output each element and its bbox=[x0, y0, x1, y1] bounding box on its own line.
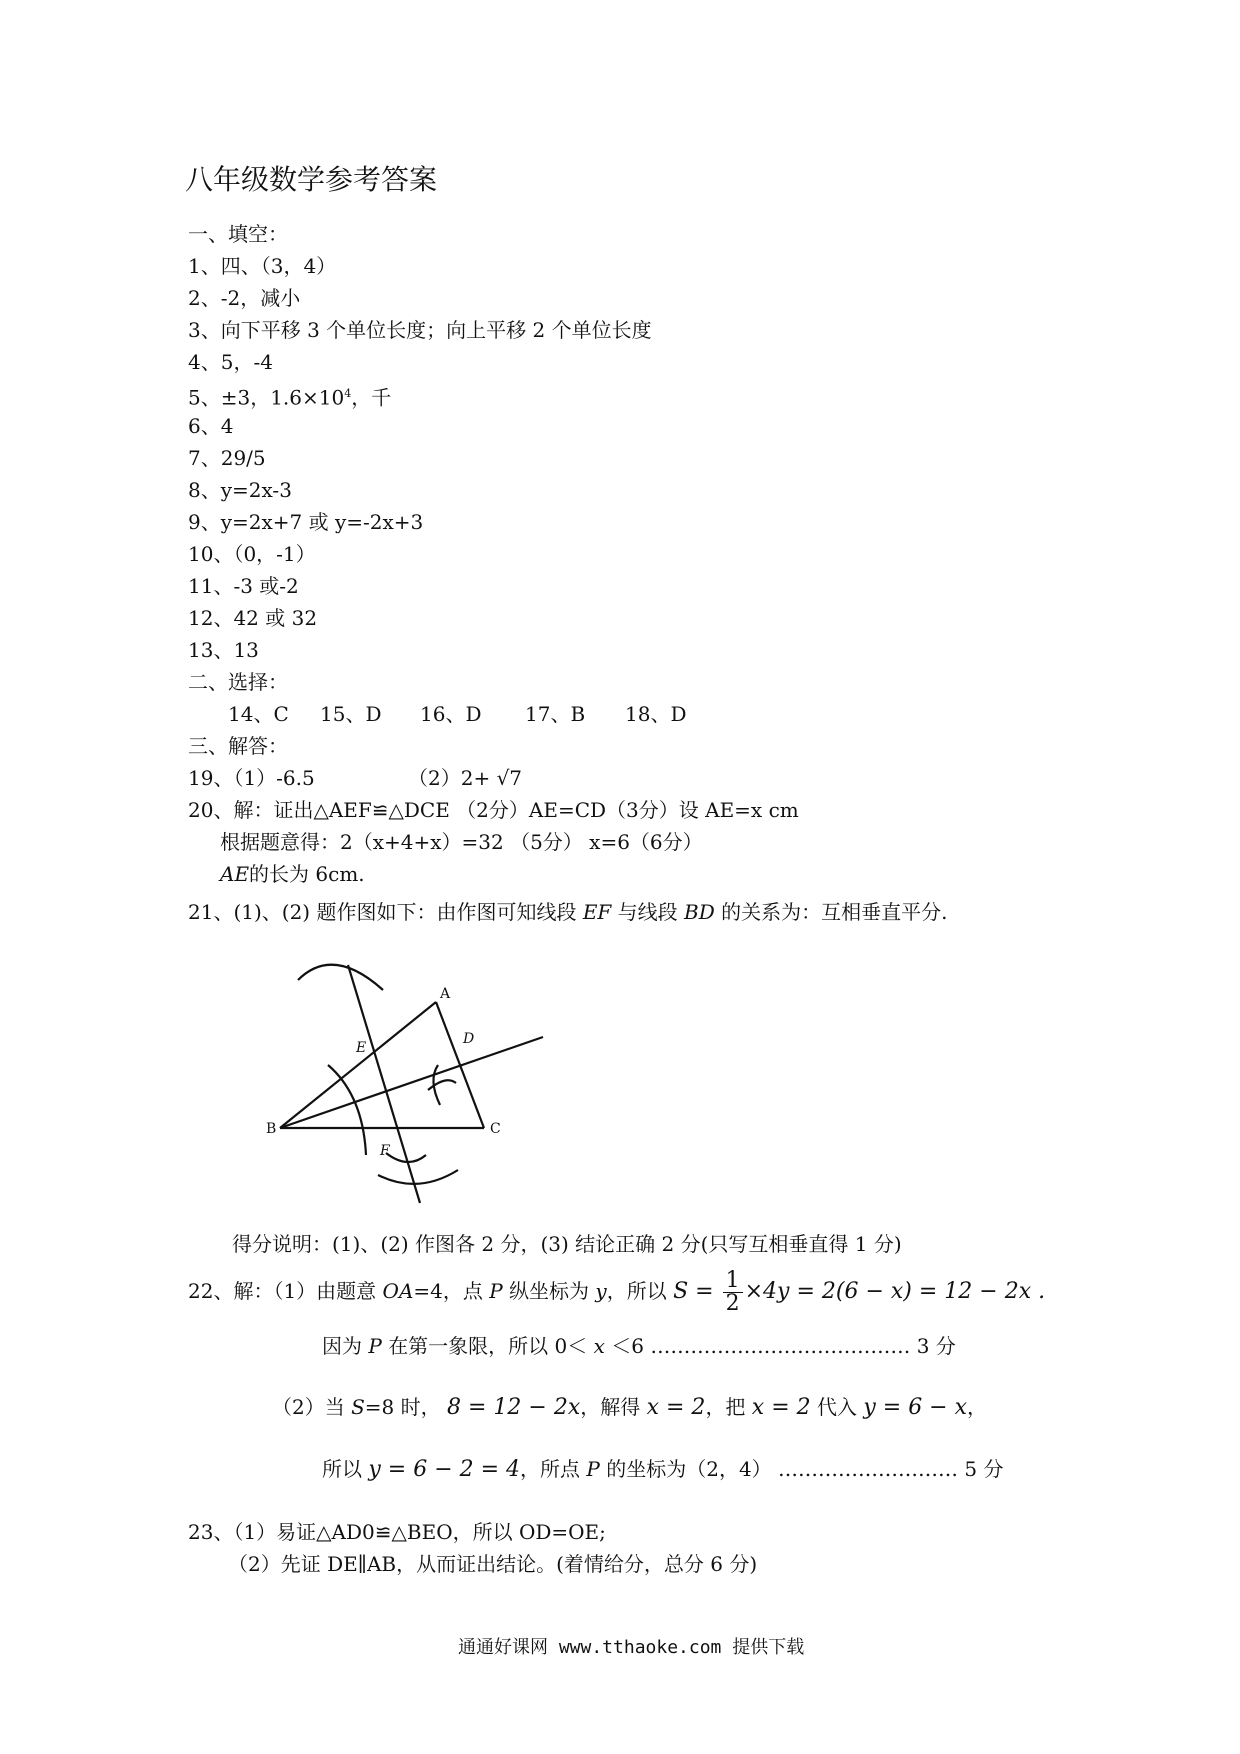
label-d: D bbox=[463, 1031, 475, 1047]
answer-line-10: 10、（0，-1） bbox=[188, 542, 316, 566]
arc-bottom bbox=[378, 1170, 458, 1184]
q22-var-p: P bbox=[489, 1279, 503, 1303]
q20-line3-text: 的长为 6cm. bbox=[249, 862, 365, 886]
q22-l2-text-c: 在第一象限，所以 0＜ bbox=[388, 1334, 588, 1358]
line-bd bbox=[280, 1037, 543, 1128]
arc-mid bbox=[428, 1080, 456, 1090]
q21-statement bbox=[188, 900, 947, 924]
answer-line-13: 13、13 bbox=[188, 638, 259, 662]
label-b: B bbox=[266, 1121, 277, 1137]
q23-line1: 23、（1）易证△AD0≌△BEO，所以 OD=OE; bbox=[188, 1520, 606, 1544]
q21-text-a: 21、(1)、(2) 题作图如下：由作图可知线段 bbox=[188, 900, 577, 924]
q20-var-ae: AE bbox=[220, 862, 250, 886]
q19-part1: 19、（1）-6.5 bbox=[188, 766, 315, 790]
q22-l3-expr1: 8 = 12 − 2x bbox=[447, 1395, 581, 1420]
q22-var-oa: OA bbox=[382, 1279, 414, 1303]
q22-l1-text-a: 22、解：（1）由题意 bbox=[188, 1279, 377, 1303]
label-f: F bbox=[380, 1143, 390, 1159]
q22-l4-expr: y = 6 − 2 = 4 bbox=[368, 1457, 521, 1482]
q19-part2: （2）2+ √7 bbox=[408, 766, 523, 790]
q22-l4-var-p: P bbox=[586, 1457, 600, 1481]
answer-5-suffix: ，千 bbox=[351, 385, 392, 410]
q22-line1: 22、解：（1）由题意 OA=4，点 P 纵坐标为 y，所以 S = $\frac{1}{2}$ ×4y = 2(6 − x) = 12 − 2x . bbox=[188, 1268, 1046, 1316]
q22-var-s: S bbox=[673, 1279, 689, 1304]
q22-line2 bbox=[322, 1334, 956, 1358]
q22-l2-text-e: ＜6 ………………………………… 3 分 bbox=[611, 1334, 956, 1358]
q22-fraction bbox=[723, 1270, 743, 1315]
choice-answer: 15、D bbox=[320, 702, 382, 726]
page-footer: 通通好课网 www.tthaoke.com 提供下载 bbox=[458, 1637, 805, 1658]
q22-l3-expr2: x = 2 bbox=[646, 1395, 706, 1420]
fraction-denominator: 2 bbox=[725, 1291, 740, 1316]
answer-line-8: 8、y=2x-3 bbox=[188, 478, 292, 502]
q22-l1-text-c: =4，点 bbox=[413, 1279, 483, 1303]
q21-var-bd: BD bbox=[684, 900, 715, 924]
choice-answer: 18、D bbox=[625, 702, 687, 726]
q22-expression: ×4y = 2(6 − x) = 12 − 2x . bbox=[744, 1279, 1046, 1304]
choice-answer: 14、C bbox=[228, 702, 289, 726]
q22-var-y: y bbox=[595, 1279, 607, 1303]
q22-l4-text-d: 的坐标为（2，4） ……………………… 5 分 bbox=[606, 1457, 1004, 1481]
q22-l3-text-g: ， bbox=[967, 1395, 988, 1419]
choice-answer: 17、B bbox=[525, 702, 586, 726]
answer-line-1: 1、四、（3，4） bbox=[188, 254, 337, 278]
answer-line-9: 9、y=2x+7 或 y=-2x+3 bbox=[188, 510, 424, 534]
q22-l3-text-c: =8 时， bbox=[364, 1395, 441, 1419]
q22-line3 bbox=[272, 1395, 987, 1420]
answer-5-exponent: 4 bbox=[344, 387, 352, 400]
fraction-numerator: 1 bbox=[723, 1270, 743, 1293]
choice-answer: 16、D bbox=[420, 702, 482, 726]
section-heading-choice: 二、选择： bbox=[188, 670, 288, 694]
answer-5-prefix: 5、±3，1.6×10 bbox=[188, 385, 345, 410]
q22-l3-expr4: y = 6 − x bbox=[863, 1395, 968, 1420]
q22-l3-text-f: 代入 bbox=[816, 1395, 857, 1419]
answer-line-5 bbox=[188, 382, 391, 410]
q21-var-ef: EF bbox=[582, 900, 612, 924]
q21-text-b: 与线段 bbox=[617, 900, 678, 924]
answer-line-7: 7、29/5 bbox=[188, 446, 266, 470]
q23-line2: （2）先证 DE∥AB，从而证出结论。(着情给分，总分 6 分) bbox=[228, 1552, 758, 1576]
q22-line4 bbox=[322, 1457, 1003, 1482]
q22-l3-text-d: ，解得 bbox=[580, 1395, 641, 1419]
q20-line1: 20、解：证出△AEF≌△DCE （2分）AE=CD（3分）设 AE=x cm bbox=[188, 798, 799, 822]
page-title: 八年级数学参考答案 bbox=[185, 163, 438, 196]
label-a: A bbox=[440, 986, 451, 1002]
answer-line-2: 2、-2，减小 bbox=[188, 286, 301, 310]
q21-scoring-note: 得分说明：(1)、(2) 作图各 2 分，(3) 结论正确 2 分(只写互相垂直得 1 分) bbox=[232, 1232, 902, 1256]
q22-l3-text-e: ，把 bbox=[705, 1395, 746, 1419]
q22-l2-text-a: 因为 bbox=[322, 1334, 362, 1358]
q22-l2-var-x: x bbox=[593, 1334, 605, 1358]
q20-line3 bbox=[220, 862, 365, 886]
label-e: E bbox=[356, 1040, 367, 1056]
q22-l3-var-s: S bbox=[351, 1395, 365, 1419]
q22-l2-var-p: P bbox=[368, 1334, 382, 1358]
q22-l1-text-g: ，所以 bbox=[606, 1279, 667, 1303]
q22-l3-text-a: （2）当 bbox=[272, 1395, 345, 1419]
answer-line-11: 11、-3 或-2 bbox=[188, 574, 299, 598]
q21-text-c: 的关系为：互相垂直平分. bbox=[721, 900, 948, 924]
q22-l4-text-b: ，所点 bbox=[520, 1457, 581, 1481]
label-c: C bbox=[490, 1121, 501, 1137]
answer-line-6: 6、4 bbox=[188, 414, 234, 438]
q20-line2: 根据题意得：2（x+4+x）=32 （5分） x=6（6分） bbox=[220, 830, 703, 854]
q22-l4-text-a: 所以 bbox=[322, 1457, 362, 1481]
answer-line-3: 3、向下平移 3 个单位长度；向上平移 2 个单位长度 bbox=[188, 318, 652, 342]
q22-l3-expr3: x = 2 bbox=[751, 1395, 811, 1420]
answer-line-12: 12、42 或 32 bbox=[188, 606, 318, 630]
construction-figure bbox=[268, 955, 568, 1205]
q22-l1-text-e: 纵坐标为 bbox=[509, 1279, 590, 1303]
arc-top bbox=[298, 965, 383, 990]
section-heading-solve: 三、解答： bbox=[188, 734, 288, 758]
answer-line-4: 4、5，-4 bbox=[188, 350, 273, 374]
section-heading-fill: 一、填空： bbox=[188, 222, 288, 246]
